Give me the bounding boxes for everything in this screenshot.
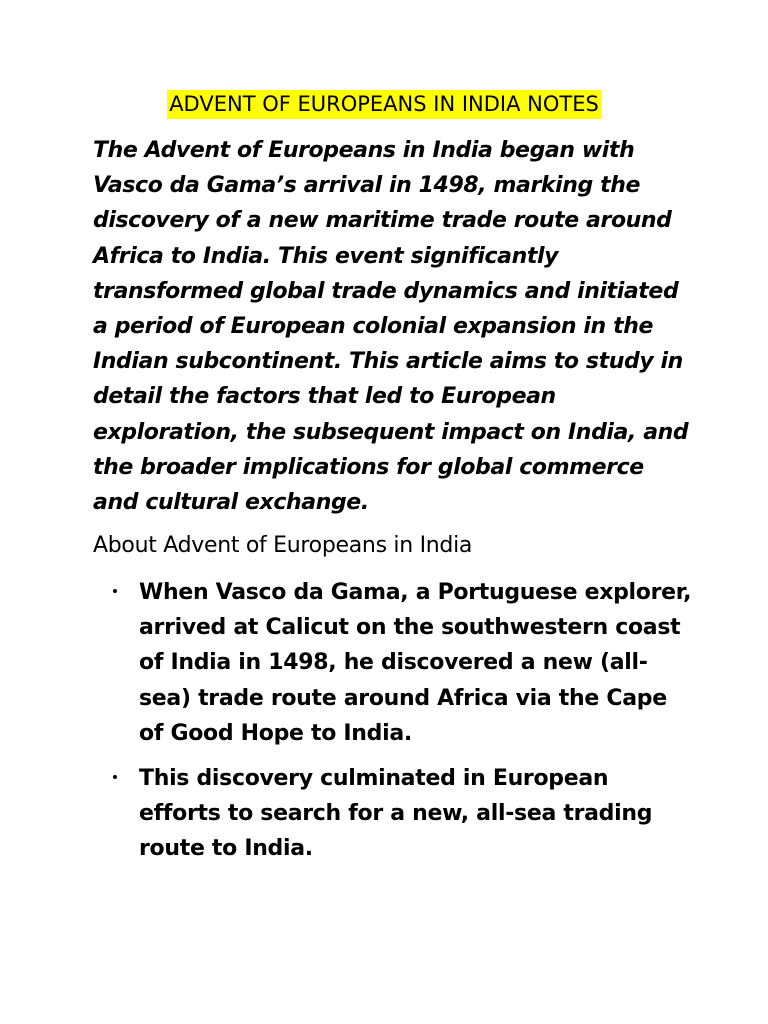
intro-paragraph xyxy=(93,133,693,520)
bullet-dot-icon xyxy=(113,589,117,593)
list-item xyxy=(93,761,693,867)
list-item xyxy=(93,575,693,751)
intro-text-start: The xyxy=(93,138,145,163)
bullet-text: When Vasco da Gama, a Portuguese explorer, arrived at Calicut on the southwestern coast of India in 1498, he discovered a new (all-sea) trade route around Africa via the Cape of Good Hope to India. xyxy=(139,580,692,746)
intro-topic-phrase: Advent of Europeans in India xyxy=(144,138,493,163)
section-heading: About Advent of Europeans in India xyxy=(93,533,473,558)
bullet-text: This discovery culminated in European efforts to search for a new, all-sea trading route to India. xyxy=(139,766,653,862)
intro-text-rest: began with Vasco da Gama’s arrival in 1498, marking the discovery of a new maritime trade route around Africa to India. This event significantly transformed global trade dynamics and initiated a period of European colonial expansion in the Indian subcontinent. This article aims to study in detail the factors that led to European exploration, the subsequent impact on India, and the broader implications for global commerce and cultural exchange. xyxy=(93,138,689,516)
page-title: ADVENT OF EUROPEANS IN INDIA NOTES xyxy=(167,90,601,119)
bullet-list xyxy=(93,575,693,877)
bullet-dot-icon xyxy=(113,775,117,779)
title-container xyxy=(0,90,768,119)
